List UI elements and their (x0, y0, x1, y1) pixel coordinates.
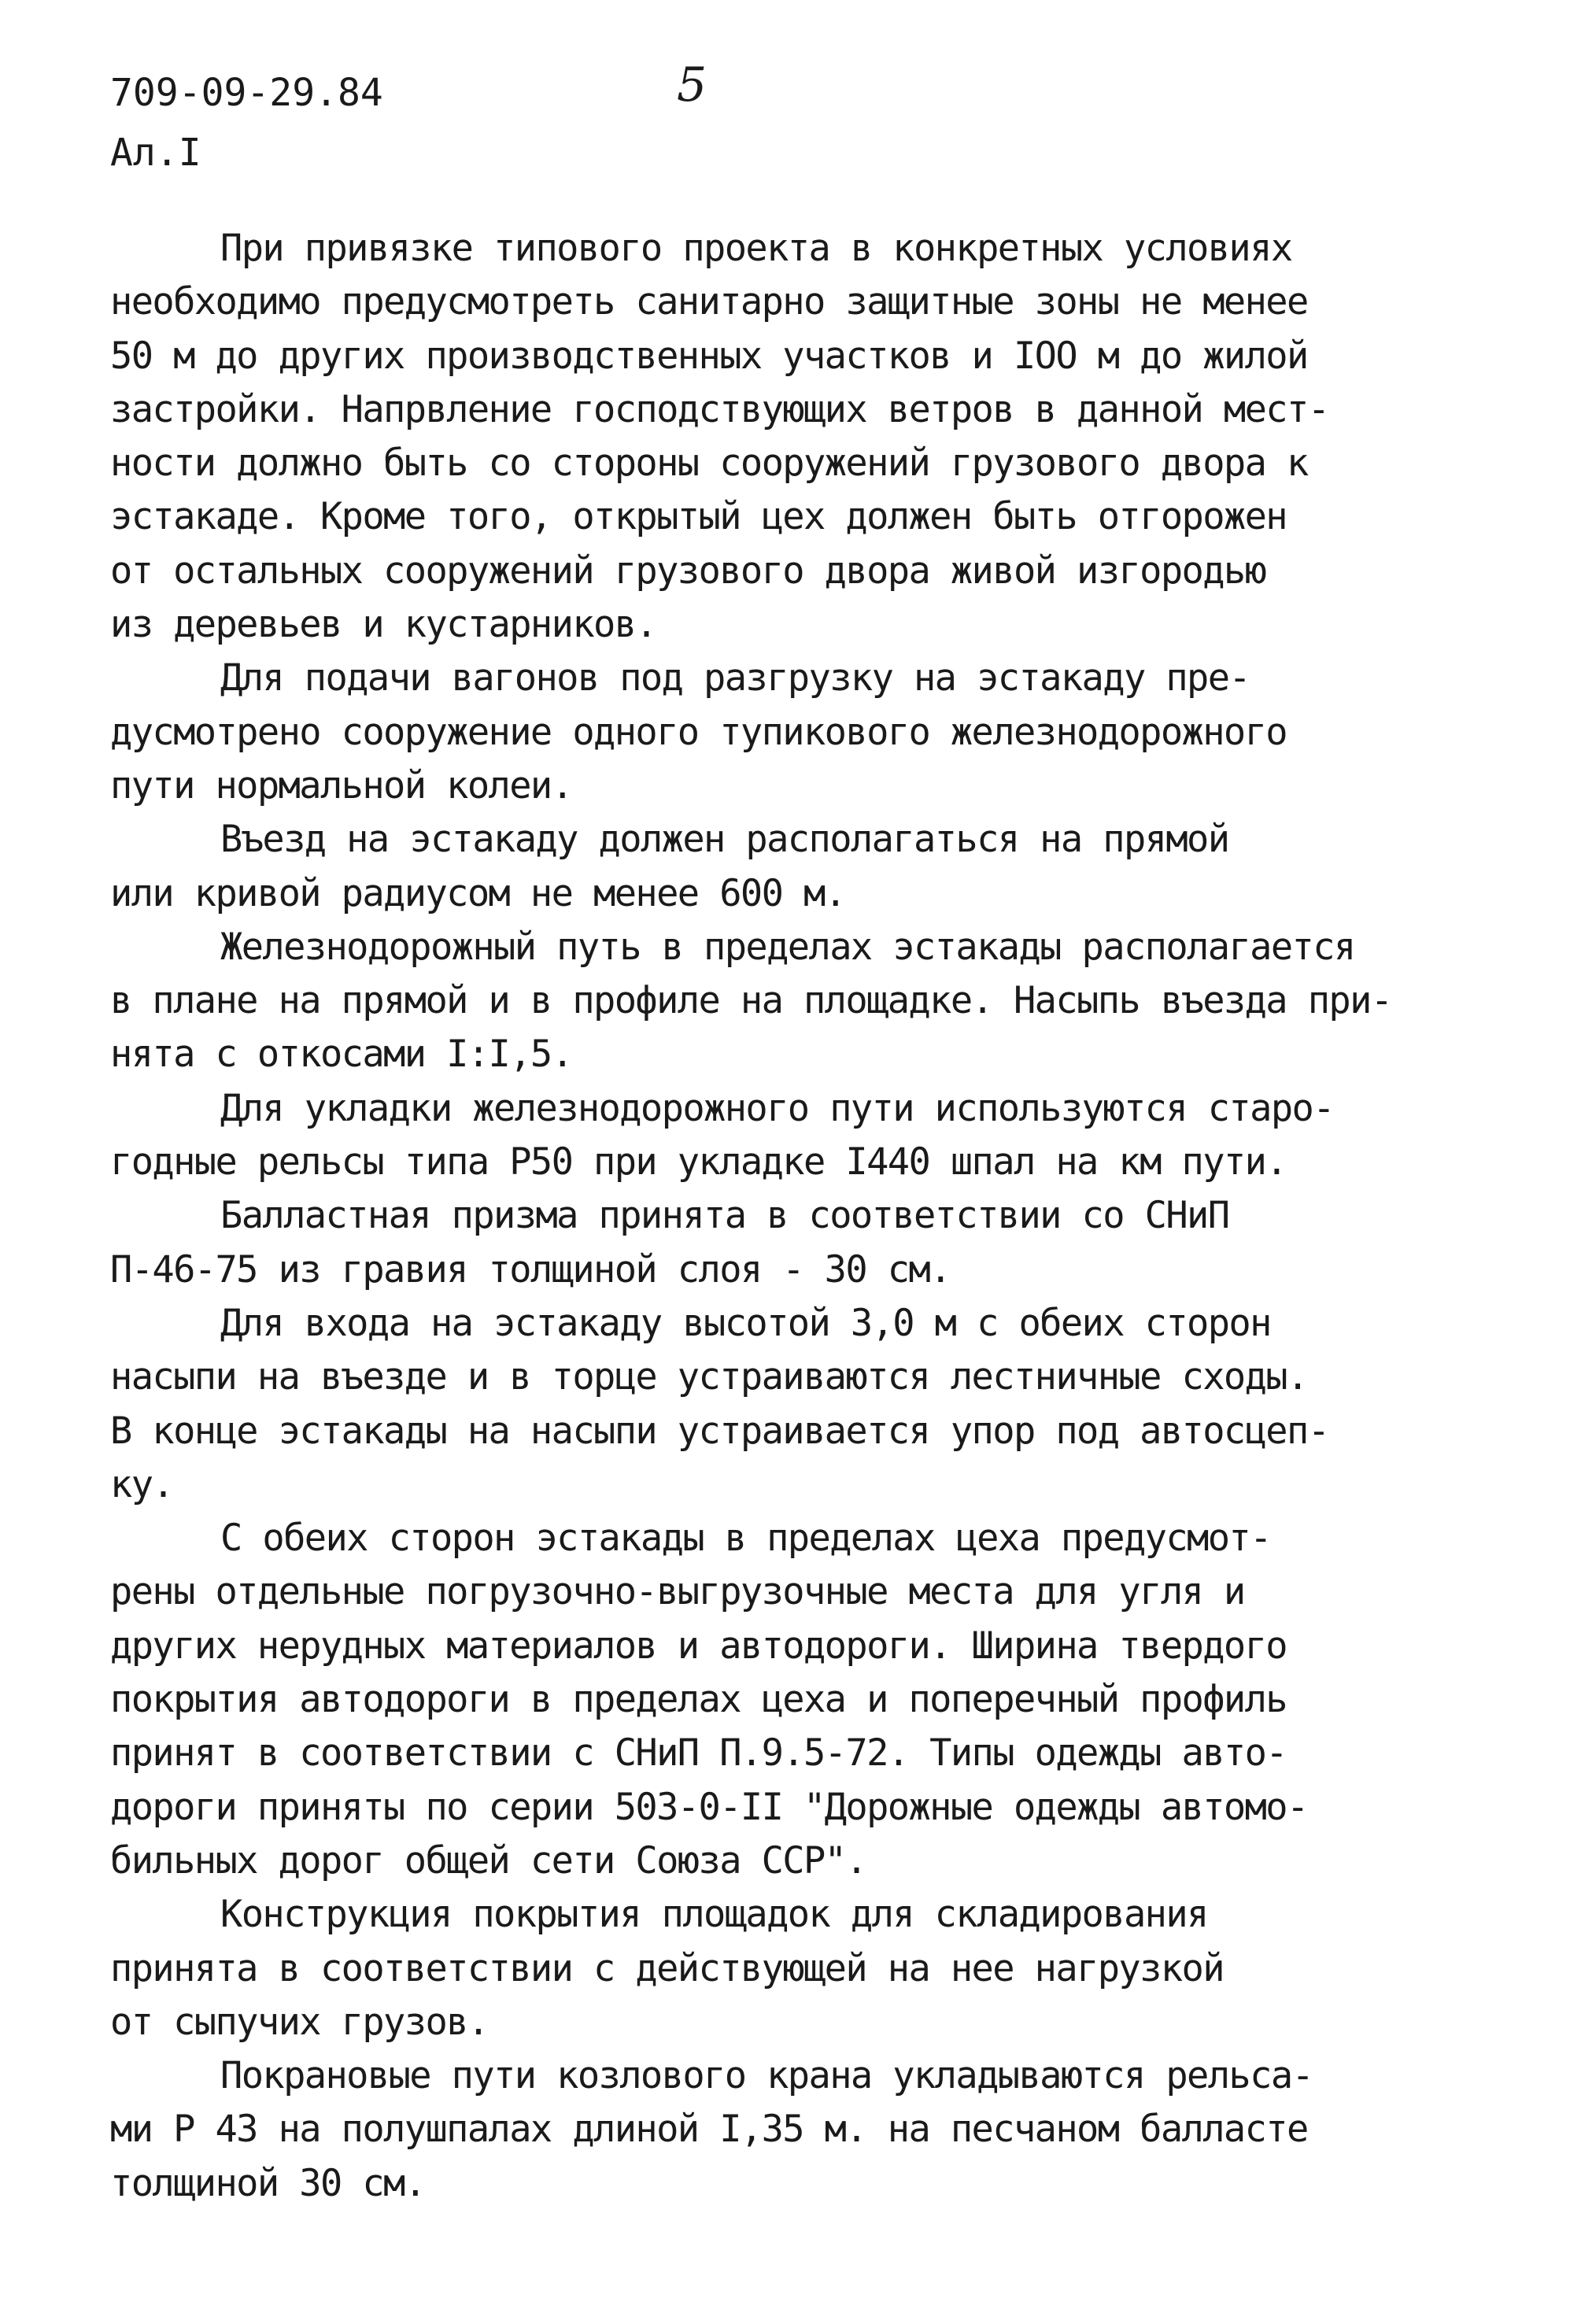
text-line: принята в соответствии с действующей на нее нагрузкой (110, 1946, 1224, 1990)
text-line: Конструкция покрытия площадок для складирования (220, 1893, 1208, 1937)
paragraph (110, 921, 1495, 1082)
text-line: Железнодорожный путь в пределах эстакады располагается (220, 925, 1355, 969)
body-text (110, 222, 1495, 2211)
text-line: других нерудных материалов и автодороги. Ширина твердого (110, 1624, 1287, 1668)
text-line: рены отдельные погрузочно-выгрузочные места для угля и (110, 1570, 1245, 1614)
text-line: покрытия автодороги в пределах цеха и поперечный профиль (110, 1678, 1287, 1722)
text-line: Балластная призма принята в соответствии со СНиП (220, 1194, 1229, 1238)
text-line: необходимо предусмотреть санитарно защитные зоны не менее (110, 280, 1308, 324)
text-line: ку. (110, 1462, 174, 1506)
document-header (110, 63, 383, 183)
text-line: бильных дорог общей сети Союза ССР". (110, 1838, 867, 1882)
text-line: или кривой радиусом не менее 600 м. (110, 871, 846, 915)
text-line: насыпи на въезде и в торце устраиваются лестничные сходы. (110, 1355, 1308, 1399)
text-line: от сыпучих грузов. (110, 2000, 489, 2044)
text-line: При привязке типового проекта в конкретных условиях (220, 227, 1292, 270)
document-code: 709-09-29.84 (110, 71, 383, 115)
text-line: толщиной 30 см. (110, 2161, 426, 2205)
paragraph (110, 652, 1495, 813)
paragraph (110, 1082, 1495, 1190)
text-line: В конце эстакады на насыпи устраивается упор под автосцеп- (110, 1409, 1329, 1453)
text-line: пути нормальной колеи. (110, 763, 573, 807)
text-line: ности должно быть со стороны сооружений грузового двора к (110, 442, 1308, 486)
text-line: Для укладки железнодорожного пути используются старо- (220, 1086, 1334, 1130)
text-line: от остальных сооружений грузового двора живой изгородью (110, 549, 1266, 593)
text-line: С обеих сторон эстакады в пределах цеха предусмот- (220, 1517, 1271, 1561)
text-line: Въезд на эстакаду должен располагаться на прямой (220, 818, 1229, 862)
page-number: 5 (677, 57, 707, 113)
text-line: из деревьев и кустарников. (110, 603, 657, 647)
paragraph (110, 1888, 1495, 2049)
text-line: в плане на прямой и в профиле на площадке. Насыпь въезда при- (110, 979, 1392, 1023)
paragraph (110, 1189, 1495, 1297)
sheet-label: Ал.I (110, 131, 201, 175)
text-line: застройки. Напрвление господствующих ветров в данной мест- (110, 387, 1329, 431)
text-line: Для входа на эстакаду высотой 3,0 м с обеих сторон (220, 1301, 1271, 1345)
text-line: ми Р 43 на полушпалах длиной I,35 м. на песчаном балласте (110, 2108, 1308, 2152)
text-line: П-46-75 из гравия толщиной слоя - 30 см. (110, 1247, 951, 1291)
paragraph (110, 222, 1495, 652)
text-line: эстакаде. Кроме того, открытый цех должен быть отгорожен (110, 495, 1287, 539)
text-line: принят в соответствии с СНиП П.9.5-72. Типы одежды авто- (110, 1731, 1287, 1775)
text-line: дороги приняты по серии 503-0-II "Дорожные одежды автомо- (110, 1785, 1308, 1829)
text-line: нята с откосами I:I,5. (110, 1033, 573, 1077)
text-line: Покрановые пути козлового крана укладываются рельса- (220, 2054, 1313, 2098)
text-line: дусмотрено сооружение одного тупикового железнодорожного (110, 710, 1287, 754)
text-line: 50 м до других производственных участков и IOO м до жилой (110, 334, 1308, 378)
text-line: Для подачи вагонов под разгрузку на эстакаду пре- (220, 656, 1250, 700)
paragraph (110, 2049, 1495, 2211)
paragraph (110, 1512, 1495, 1888)
paragraph (110, 1297, 1495, 1512)
paragraph (110, 813, 1495, 921)
text-line: годные рельсы типа Р50 при укладке I440 шпал на км пути. (110, 1140, 1287, 1184)
